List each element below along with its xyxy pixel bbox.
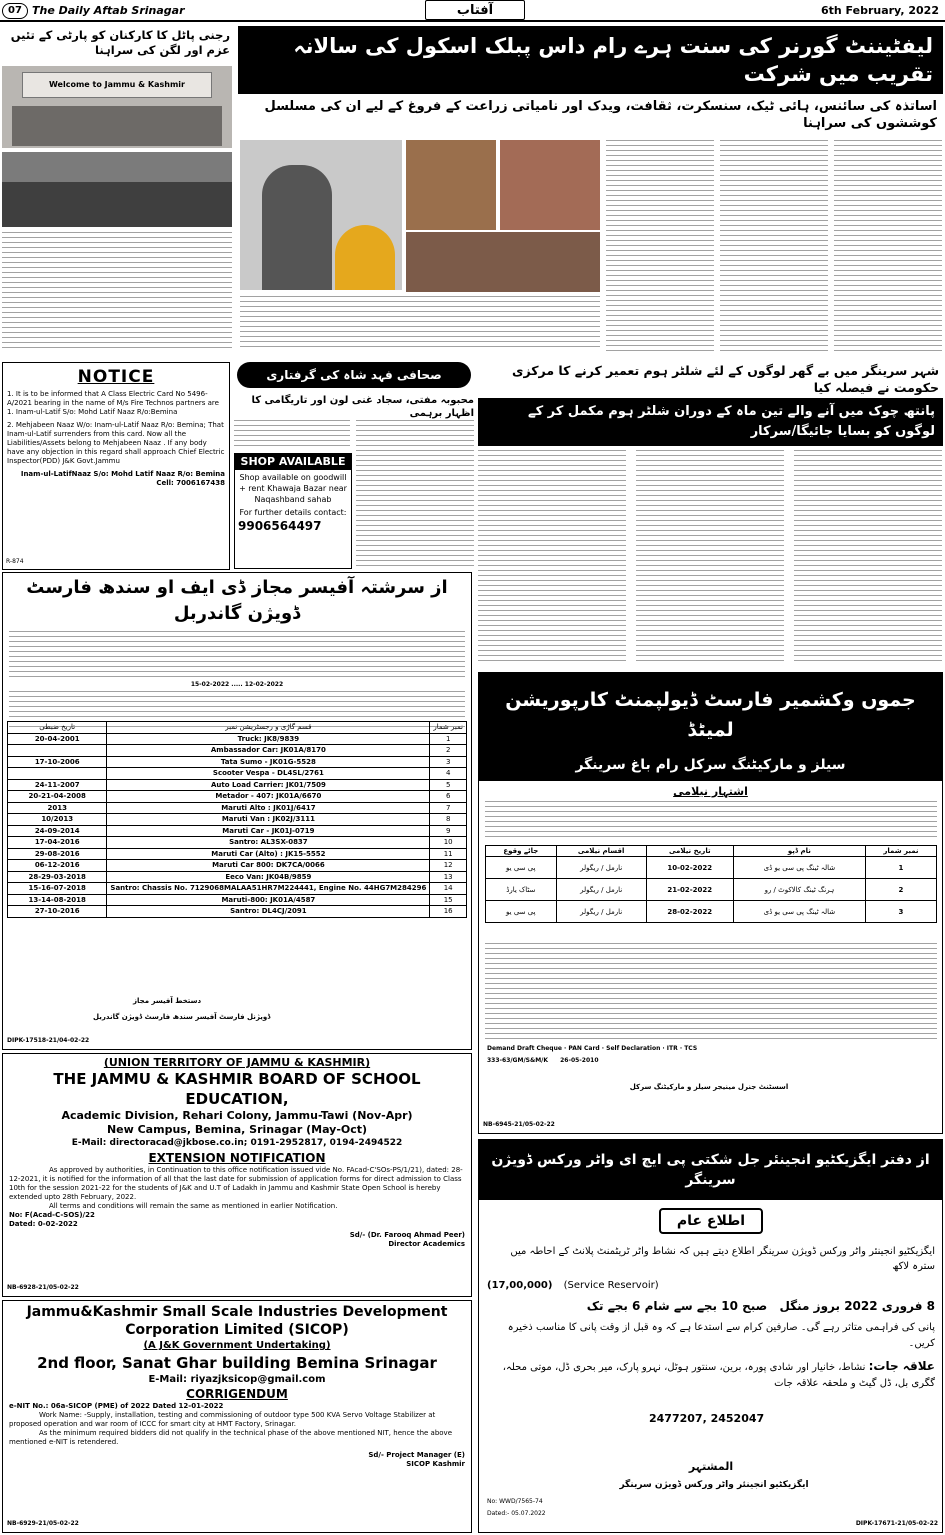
notice-box	[2, 362, 230, 570]
students-photo-2	[500, 140, 600, 230]
sicop-address: 2nd floor, Sanat Ghar building Bemina Srinagar	[37, 1354, 437, 1372]
auction-ref: DIPK-17518-21/04-02-22	[7, 1037, 90, 1044]
jal-shakti-phones: 2477207, 2452047	[649, 1412, 765, 1425]
jal-shakti-areas: نشاط، خانیار اور شادی پورہ، برین، سنتور ہوٹل، نہرو پارک، میر بحری ڈل، موتی محلہ، گگری بل، ڈل گیٹ و ملحقہ علاقہ جات	[502, 1362, 935, 1389]
jkfdc-title-bar	[479, 673, 942, 781]
auction-row	[8, 756, 467, 768]
auction-row-no: 4	[430, 768, 467, 780]
jkfdc-row	[486, 901, 937, 923]
jkbose-designation: Director Academics	[388, 1240, 465, 1248]
jal-shakti-notice	[478, 1139, 943, 1533]
jal-shakti-body2: پانی کی فراہمی متاثر رہے گی۔ صارفین کرام سے استدعا ہے کہ وہ قبل از وقت پانی کا مناسب ذخیرہ کریں۔	[507, 1322, 935, 1349]
auction-row-date: 20-21-04-2008	[8, 791, 107, 803]
auction-dates: 15-02-2022 ..... 12-02-2022	[190, 681, 284, 688]
auction-row	[8, 848, 467, 860]
auction-row-no: 7	[430, 802, 467, 814]
jal-shakti-figures	[487, 1278, 935, 1293]
paper-name: The Daily Aftab Srinagar	[32, 4, 185, 17]
auction-row-vehicle: Scooter Vespa - DL4SL/2761	[107, 768, 430, 780]
shelter-subheadline-bar	[478, 398, 943, 446]
shelter-body-col-3	[794, 450, 942, 664]
jkfdc-row-type: نارمل / ریگولر	[556, 879, 646, 901]
jkfdc-row-date: 10-02-2022	[646, 857, 733, 879]
jkfdc-rows	[486, 857, 937, 923]
congress-headline: رجنی پاٹل کا کارکنان کو پارٹی کے تئیں عزم اور لگن کی سراہنا	[10, 28, 230, 57]
auction-row	[8, 837, 467, 849]
notice-ref: R-874	[6, 558, 24, 565]
jal-shakti-body1: ایگزیکٹیو انجینئر واٹر ورکس ڈویژن سرینگر اطلاع دیتے ہیں کہ نشاط واٹر ٹریٹمنٹ پلانٹ کے احاطہ میں سترہ لاکھ	[510, 1246, 935, 1272]
auction-row	[8, 802, 467, 814]
jkfdc-row-type: نارمل / ریگولر	[556, 857, 646, 879]
jkbose-body2: All terms and conditions will remain the same as mentioned in earlier Notification.	[49, 1202, 338, 1210]
lead-headline-bar	[238, 26, 943, 94]
auction-col-no: نمبر شمار	[430, 722, 467, 734]
jkfdc-table-header	[486, 846, 937, 857]
auction-row-no: 14	[430, 883, 467, 895]
auction-row-vehicle: Tata Sumo - JK01G-5528	[107, 756, 430, 768]
jal-shakti-areas-block	[487, 1358, 935, 1392]
shelter-story	[478, 358, 943, 668]
sicop-undertaking: (A J&K Government Undertaking)	[143, 1340, 331, 1351]
auction-row-no: 1	[430, 733, 467, 745]
lead-headline: لیفٹیننٹ گورنر کی سنت ہرے رام داس پبلک اسکول کی سالانہ تقریب میں شرکت	[293, 34, 933, 86]
jkbose-line1: Academic Division, Rehari Colony, Jammu-Tawi (Nov-Apr)	[61, 1109, 413, 1122]
jal-shakti-areas-label: علاقہ جات:	[868, 1359, 935, 1373]
page-number-badge	[2, 3, 28, 19]
notice-title: NOTICE	[77, 367, 155, 387]
logo	[425, 0, 525, 20]
auction-row-no: 5	[430, 779, 467, 791]
auction-row-vehicle: Maruti-800: JK01A/4587	[107, 894, 430, 906]
jkfdc-row-place: پی سی یو	[486, 901, 557, 923]
auction-row	[8, 825, 467, 837]
jkfdc-row-date: 21-02-2022	[646, 879, 733, 901]
jkfdc-row-depot: شالہ ٹینگ پی سی یو ڈی	[733, 857, 865, 879]
jkfdc-col-type: اقسام نیلامی	[556, 846, 646, 857]
page-number: 07	[8, 5, 22, 16]
jkfdc-row-date: 28-02-2022	[646, 901, 733, 923]
shop-ad-title: SHOP AVAILABLE	[235, 454, 351, 470]
auction-row-no: 16	[430, 906, 467, 918]
sicop-body: As the minimum required bidders did not qualify in the technical phase of the above mentioned NIT, hence the above mentioned e-NIT is retendered.	[9, 1429, 452, 1446]
lead-photo-caption	[240, 296, 600, 351]
jal-shakti-time: صبح 10 بجے سے شام 6 بجے تک	[586, 1299, 768, 1313]
jkfdc-row-no: 2	[865, 879, 936, 901]
auction-row-date: 29-08-2016	[8, 848, 107, 860]
sicop-sign: Sd/- Project Manager (E)	[368, 1451, 465, 1459]
audience	[2, 182, 232, 227]
auction-row-vehicle: Ambassador Car: JK01A/8170	[107, 745, 430, 757]
auction-row	[8, 745, 467, 757]
shop-ad-phone: 9906564497	[238, 519, 322, 533]
sicop-heading: CORRIGENDUM	[186, 1387, 288, 1401]
lead-body-col-3	[834, 140, 942, 352]
auction-row-vehicle: Santro: AL3SX-0837	[107, 837, 430, 849]
auction-row-no: 13	[430, 871, 467, 883]
jkfdc-row	[486, 879, 937, 901]
jkfdc-notice	[478, 672, 943, 1134]
jkfdc-row	[486, 857, 937, 879]
notice-cell: Cell: 7006167438	[156, 479, 225, 487]
jkfdc-order-date: 26-05-2010	[560, 1057, 599, 1064]
jal-shakti-title-bar	[479, 1140, 942, 1200]
notice-signatory: Inam-ul-LatifNaaz S/o: Mohd Latif Naaz R/o: Bemina	[20, 470, 225, 478]
auction-row-date: 2013	[8, 802, 107, 814]
journalist-subheadline: محبوبہ مفتی، سجاد غنی لون اور تاریگامی کا اظہار برہمی	[251, 395, 474, 419]
auction-row-vehicle: Metador - 407: JK01A/6670	[107, 791, 430, 803]
sicop-org: SICOP Kashmir	[406, 1460, 465, 1468]
welcome-banner	[22, 72, 212, 98]
jkfdc-row-type: نارمل / ریگولر	[556, 901, 646, 923]
auction-row-date	[8, 745, 107, 757]
speaker	[262, 165, 332, 290]
jkfdc-col-date: تاریخ نیلامی	[646, 846, 733, 857]
jkfdc-row-place: پی سی یو	[486, 857, 557, 879]
shelter-body-col-2	[636, 450, 784, 664]
auction-row-no: 8	[430, 814, 467, 826]
shelter-subheadline: پانتھ چوک میں آنے والے تین ماہ کے دوران شلٹر ہوم مکمل کر کے لوگوں کو بسایا جائیگا/سرکار	[527, 404, 935, 439]
auction-row-vehicle: Maruti Alto : JK01J/6417	[107, 802, 430, 814]
jkbose-title: THE JAMMU & KASHMIR BOARD OF SCHOOL EDUCATION,	[53, 1070, 421, 1108]
auction-notice	[2, 572, 472, 1050]
logo-text: آفتاب	[456, 3, 494, 18]
auction-row	[8, 883, 467, 895]
jkfdc-ref: NB-6945-21/05-02-22	[483, 1121, 555, 1128]
journalist-story	[234, 358, 474, 570]
people-row	[12, 106, 222, 146]
jal-shakti-dated: Dated:- 05.07.2022	[487, 1510, 546, 1517]
journalist-body-right	[356, 420, 474, 566]
auction-col-date: تاریخ ضبطی	[8, 722, 107, 734]
auction-row-date: 27-10-2016	[8, 906, 107, 918]
auction-row-no: 11	[430, 848, 467, 860]
banner-text: Welcome to Jammu & Kashmir	[49, 80, 185, 89]
jkbose-notice	[2, 1053, 472, 1297]
auction-row-vehicle: Santro: DL4CJ/2091	[107, 906, 430, 918]
jal-shakti-signatory: ایگزیکٹیو انجینئر واٹر ورکس ڈویژن سرینگر	[619, 1480, 809, 1490]
auction-row-no: 2	[430, 745, 467, 757]
lead-subheadline: اساتذہ کی سائنس، ہائی ٹیک، سنسکرت، ثقافت، ویدک اور نامیاتی زراعت کے فروغ کے لیے ان کی مسلسل کوششوں کی سراہنا	[264, 99, 937, 131]
jkfdc-row-depot: شالہ ٹینگ پی سی یو ڈی	[733, 901, 865, 923]
lg-speech-photo	[240, 140, 402, 290]
auction-row	[8, 779, 467, 791]
jkfdc-row-depot: ہرنگ ٹینگ کالاکوٹ / رو	[733, 879, 865, 901]
auction-row-date: 06-12-2016	[8, 860, 107, 872]
auction-row-vehicle: Eeco Van: JK04B/9859	[107, 871, 430, 883]
auction-row	[8, 906, 467, 918]
auction-title: از سرشتہ آفیسر مجاز ڈی ایف او سندھ فارسٹ ڈویژن گاندربل	[26, 577, 448, 624]
auction-row-date: 28-29-03-2018	[8, 871, 107, 883]
congress-photo-1	[2, 66, 232, 148]
jal-shakti-title: از دفتر ایگزیکٹیو انجینئر جل شکتی پی ایچ ای واٹر ورکس ڈویژن سرینگر	[491, 1152, 930, 1188]
auction-row-no: 10	[430, 837, 467, 849]
jal-shakti-reservoir: (Service Reservoir)	[563, 1280, 659, 1291]
jkbose-heading: EXTENSION NOTIFICATION	[148, 1151, 326, 1165]
jkbose-ut: (UNION TERRITORY OF JAMMU & KASHMIR)	[103, 1056, 371, 1069]
jkfdc-col-depot: نام ڈپو	[733, 846, 865, 857]
auction-row-vehicle: Santro: Chassis No. 7129068MALAA51HR7M224441, Engine No. 44HG7M284296	[107, 883, 430, 895]
sicop-work: Work Name: -Supply, installation, testing and commissioning of outdoor type 500 KVA Servo Voltage Stabilizer at proposed operation and war room of ICCC for smart city at HMT Factory, Srinagar.	[9, 1411, 436, 1428]
jkfdc-col-place: جائے وقوع	[486, 846, 557, 857]
shop-ad	[234, 453, 352, 569]
auction-row-no: 12	[430, 860, 467, 872]
sicop-title: Jammu&Kashmir Small Scale Industries Development Corporation Limited (SICOP)	[26, 1304, 448, 1338]
auction-table-header	[8, 722, 467, 734]
auction-row-date: 24-09-2014	[8, 825, 107, 837]
journalist-headline: صحافی فہد شاہ کی گرفتاری	[266, 368, 442, 382]
jal-shakti-capacity: (17,00,000)	[487, 1280, 553, 1291]
issue-date: 6th February, 2022	[820, 4, 939, 17]
auction-rows	[8, 733, 467, 917]
jkbose-email: E-Mail: directoracad@jkbose.co.in; 0191-2952817, 0194-2494522	[71, 1138, 403, 1148]
jal-shakti-heading-text: اطلاع عام	[676, 1213, 746, 1229]
jkbose-dated: Dated: 0-02-2022	[9, 1220, 78, 1228]
auction-row-date: 10/2013	[8, 814, 107, 826]
auction-row-date: 15-16-07-2018	[8, 883, 107, 895]
jkfdc-keywords: Demand Draft Cheque · PAN Card · Self Declaration · ITR · TCS	[487, 1045, 698, 1052]
jkfdc-order	[487, 1057, 599, 1065]
auction-row-vehicle: Maruti Car - JK01J-0719	[107, 825, 430, 837]
auction-row-vehicle: Maruti Van : JK02J/3111	[107, 814, 430, 826]
jal-shakti-date-line	[487, 1298, 935, 1315]
jal-shakti-ref: DIPK-17671-21/05-02-22	[855, 1520, 938, 1527]
auction-row	[8, 871, 467, 883]
auction-row-vehicle: Maruti Car (Alto) : JK15-5552	[107, 848, 430, 860]
congress-story	[2, 26, 232, 356]
auction-row-no: 6	[430, 791, 467, 803]
notice-item-1: 1. It is to be informed that A Class Electric Card No 5496-A/2021 bearing in the name of M/s Fire Technos partners are 1. Inam-ul-Latif S/o: Mohd Latif Naaz R/o:Bemina	[7, 390, 219, 416]
jkbose-sign: Sd/- (Dr. Farooq Ahmad Peer)	[349, 1231, 465, 1239]
auction-row-date: 13-14-08-2018	[8, 894, 107, 906]
auction-table	[7, 721, 467, 918]
auction-row-vehicle: Auto Load Carrier: JK01/7509	[107, 779, 430, 791]
auction-row	[8, 768, 467, 780]
jkfdc-row-no: 3	[865, 901, 936, 923]
jkbose-ref: NB-6928-21/05-02-22	[7, 1284, 79, 1291]
jkbose-no: No: F(Acad-C-SOS)/22	[9, 1211, 95, 1219]
lead-body-col-1	[606, 140, 714, 352]
journalist-body-left-top	[234, 420, 350, 450]
jkfdc-section: اشتہار نیلامی	[673, 785, 748, 798]
auction-row-date	[8, 768, 107, 780]
notice-item-2: 2. Mehjabeen Naaz W/o: Inam-ul-Latif Naaz R/o: Bemina; That Inam-ul-Latif surrenders from this card. Now all the Liabilities/Assets belong to Mehjabeen Naaz . If any body have any objection in this regard shall approach Chief Electric Inspector(PDD) J&K Govt.Jammu	[7, 421, 225, 465]
auction-row	[8, 733, 467, 745]
auction-intro-text	[9, 631, 465, 679]
auction-row	[8, 814, 467, 826]
jkfdc-row-place: سٹاک یارڈ	[486, 879, 557, 901]
jkfdc-order-no: 333-63/GM/S&M/K	[487, 1057, 549, 1064]
jkfdc-col-no: نمبر شمار	[865, 846, 936, 857]
sicop-notice	[2, 1300, 472, 1533]
shop-ad-body: Shop available on goodwill + rent Khawaja Bazar near Naqashband sahab	[239, 473, 347, 504]
jal-shakti-date: 8 فروری 2022 بروز منگل	[779, 1299, 935, 1313]
audience-photo	[406, 232, 600, 292]
sicop-enit: e-NIT No.: 06a-SICOP (PME) of 2022 Dated 12-01-2022	[9, 1402, 224, 1410]
auction-office: ڈویژنل فارسٹ آفیسر سندھ فارسٹ ڈویژن گاندربل	[93, 1013, 271, 1021]
masthead	[0, 0, 945, 22]
sicop-email: E-Mail: riyazjksicop@gmail.com	[148, 1374, 326, 1385]
shelter-body-col-1	[478, 450, 626, 664]
jkfdc-terms	[485, 943, 937, 1043]
auction-row	[8, 894, 467, 906]
jal-shakti-sign: المشتہر	[688, 1460, 734, 1473]
auction-row-date: 24-11-2007	[8, 779, 107, 791]
lead-story	[238, 26, 943, 356]
auction-col-vehicle: قسم گاڑی و رجسٹریشن نمبر	[107, 722, 430, 734]
auction-row	[8, 791, 467, 803]
jal-shakti-heading	[659, 1208, 763, 1234]
auction-row-no: 9	[430, 825, 467, 837]
journalist-headline-bar	[237, 362, 471, 388]
jkfdc-table	[485, 845, 937, 923]
congress-body-text	[2, 232, 232, 352]
jkfdc-signatory: اسسٹنٹ جنرل مینیجر سیلز و مارکیٹنگ سرکل	[629, 1083, 789, 1091]
auction-row-vehicle: Maruti Car 800: DK7CA/0066	[107, 860, 430, 872]
students-photo-1	[406, 140, 496, 230]
jkfdc-row-no: 1	[865, 857, 936, 879]
jkfdc-subtitle: سیلز و مارکیٹنگ سرکل رام باغ سرینگر	[575, 757, 846, 773]
sicop-ref: NB-6929-21/05-02-22	[7, 1520, 79, 1527]
auction-row-vehicle: Truck: JK8/9839	[107, 733, 430, 745]
lead-body-col-2	[720, 140, 828, 352]
jal-shakti-no: No: WWD/7565-74	[487, 1498, 543, 1505]
shelter-headline: شہر سرینگر میں بے گھر لوگوں کے لئے شلٹر ہوم تعمیر کرنے کا مرکزی حکومت نے فیصلہ کیا	[478, 358, 943, 401]
auction-row-date: 20-04-2001	[8, 733, 107, 745]
jkfdc-title: جموں وکشمیر فارسٹ ڈیولپمنٹ کارپوریشن لمیٹڈ	[505, 689, 916, 741]
jkfdc-intro	[485, 801, 937, 839]
podium-flowers	[335, 225, 395, 290]
auction-row-date: 17-04-2016	[8, 837, 107, 849]
auction-row-no: 15	[430, 894, 467, 906]
auction-row-no: 3	[430, 756, 467, 768]
auction-row-date: 17-10-2006	[8, 756, 107, 768]
jkbose-line2: New Campus, Bemina, Srinagar (May-Oct)	[106, 1123, 368, 1136]
shop-ad-details: For further details contact:	[239, 508, 347, 517]
jkbose-body: As approved by authorities, in Continuation to this office notification issued vide No. FAcad-C'SOs-PS/1/21), dated: 28-12-2021, it is notified for the information of all that the last date for submission of application forms for direct admission to Class 10th for the session 2021-22 for the students of J&K and U.T of Ladakh in Jammu and Kashmir State Open School is hereby extended upto 28th February, 2022.	[9, 1166, 463, 1201]
congress-photo-2	[2, 152, 232, 227]
auction-row	[8, 860, 467, 872]
auction-sign: دستخط آفیسر مجاز	[133, 997, 202, 1005]
